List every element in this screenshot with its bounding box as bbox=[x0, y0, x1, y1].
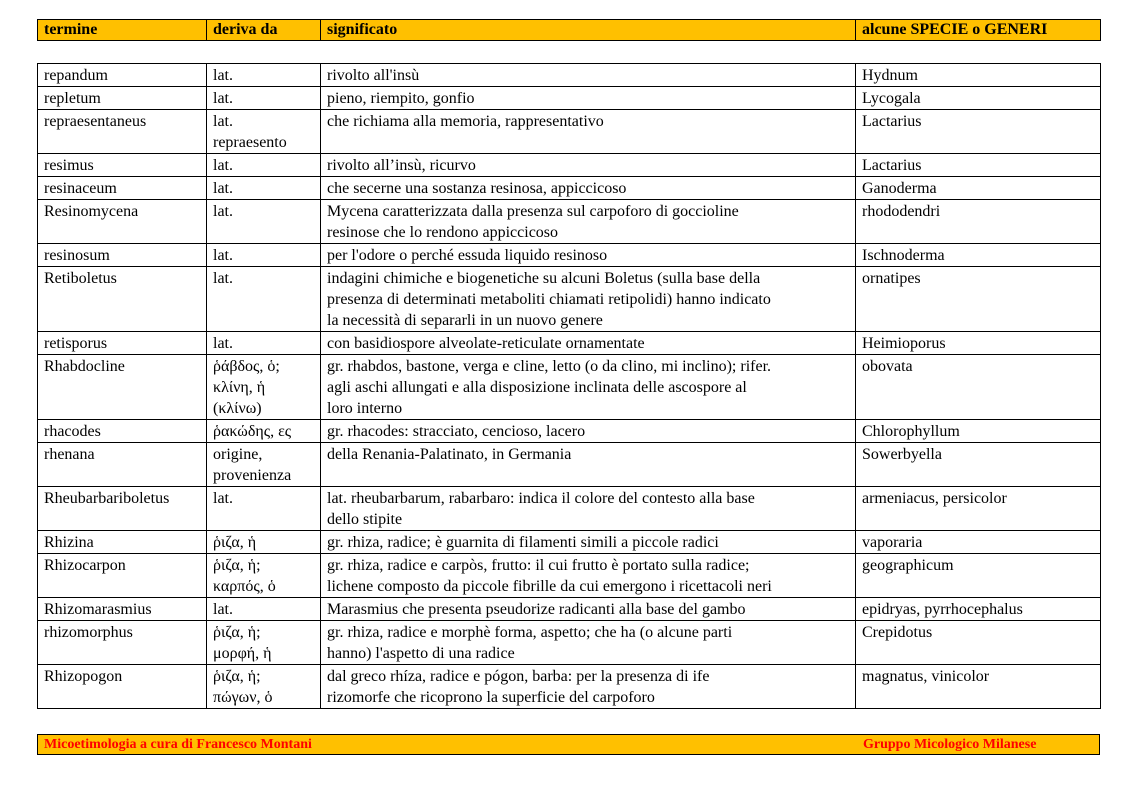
table-row bbox=[38, 267, 1101, 332]
cell-termine: repletum bbox=[38, 87, 207, 110]
cell-deriva-da: lat. bbox=[207, 487, 321, 531]
table-row bbox=[38, 487, 1101, 531]
cell-deriva-da: lat. bbox=[207, 87, 321, 110]
table-row bbox=[38, 621, 1101, 665]
cell-termine: Rhizopogon bbox=[38, 665, 207, 709]
cell-significato: lat. rheubarbarum, rabarbaro: indica il colore del contesto alla base dello stipite bbox=[321, 487, 856, 531]
table-row bbox=[38, 443, 1101, 487]
cell-significato: dal greco rhíza, radice e pógon, barba: per la presenza di ife rizomorfe che ricoprono la superficie del carpoforo bbox=[321, 665, 856, 709]
table-row bbox=[38, 200, 1101, 244]
footer-group: Gruppo Micologico Milanese bbox=[863, 737, 1037, 752]
cell-termine: Rheubarbariboletus bbox=[38, 487, 207, 531]
table-row bbox=[38, 420, 1101, 443]
cell-deriva-da: ῥιζα, ἡ; καρπός, ὁ bbox=[207, 554, 321, 598]
cell-specie: obovata bbox=[856, 355, 1101, 420]
cell-termine: resinaceum bbox=[38, 177, 207, 200]
cell-specie: geographicum bbox=[856, 554, 1101, 598]
table-row bbox=[38, 531, 1101, 554]
cell-deriva-da: lat. bbox=[207, 177, 321, 200]
cell-significato: pieno, riempito, gonfio bbox=[321, 87, 856, 110]
cell-specie: armeniacus, persicolor bbox=[856, 487, 1101, 531]
cell-deriva-da: ῥιζα, ἡ; πώγων, ὁ bbox=[207, 665, 321, 709]
cell-significato: per l'odore o perché essuda liquido resinoso bbox=[321, 244, 856, 267]
cell-termine: retisporus bbox=[38, 332, 207, 355]
cell-specie: Chlorophyllum bbox=[856, 420, 1101, 443]
cell-deriva-da: lat. bbox=[207, 200, 321, 244]
glossary-body bbox=[38, 64, 1101, 709]
header-table bbox=[37, 19, 1101, 41]
cell-termine: Retiboletus bbox=[38, 267, 207, 332]
cell-specie: Ganoderma bbox=[856, 177, 1101, 200]
footer-author: Micoetimologia a cura di Francesco Montani bbox=[44, 737, 312, 752]
table-row bbox=[38, 177, 1101, 200]
glossary-table bbox=[37, 63, 1101, 709]
table-row bbox=[38, 87, 1101, 110]
cell-significato: gr. rhiza, radice e morphè forma, aspetto; che ha (o alcune parti hanno) l'aspetto di una radice bbox=[321, 621, 856, 665]
cell-specie: Heimioporus bbox=[856, 332, 1101, 355]
cell-termine: rhacodes bbox=[38, 420, 207, 443]
cell-termine: Rhizocarpon bbox=[38, 554, 207, 598]
cell-termine: resinosum bbox=[38, 244, 207, 267]
header-significato: significato bbox=[321, 20, 856, 41]
cell-specie: Lactarius bbox=[856, 154, 1101, 177]
cell-specie: rhododendri bbox=[856, 200, 1101, 244]
header-specie: alcune SPECIE o GENERI bbox=[856, 20, 1101, 41]
cell-deriva-da: lat. bbox=[207, 244, 321, 267]
table-row bbox=[38, 244, 1101, 267]
cell-deriva-da: lat. bbox=[207, 154, 321, 177]
footer-bar bbox=[37, 734, 1100, 755]
table-row bbox=[38, 110, 1101, 154]
table-row bbox=[38, 665, 1101, 709]
cell-termine: Rhizina bbox=[38, 531, 207, 554]
cell-significato: gr. rhabdos, bastone, verga e cline, letto (o da clino, mi inclino); rifer. agli aschi allungati e alla disposizione inclinata delle ascospore al loro interno bbox=[321, 355, 856, 420]
table-row bbox=[38, 154, 1101, 177]
cell-deriva-da: lat. bbox=[207, 332, 321, 355]
cell-specie: Crepidotus bbox=[856, 621, 1101, 665]
cell-deriva-da: lat. repraesento bbox=[207, 110, 321, 154]
cell-deriva-da: lat. bbox=[207, 64, 321, 87]
cell-significato: Mycena caratterizzata dalla presenza sul carpoforo di goccioline resinose che lo rendono appiccicoso bbox=[321, 200, 856, 244]
cell-deriva-da: origine, provenienza bbox=[207, 443, 321, 487]
cell-termine: Rhizomarasmius bbox=[38, 598, 207, 621]
cell-significato: gr. rhiza, radice; è guarnita di filamenti simili a piccole radici bbox=[321, 531, 856, 554]
cell-significato: gr. rhiza, radice e carpòs, frutto: il cui frutto è portato sulla radice; lichene composto da piccole fibrille da cui emergono i ricettacoli neri bbox=[321, 554, 856, 598]
table-row bbox=[38, 355, 1101, 420]
cell-specie: epidryas, pyrrhocephalus bbox=[856, 598, 1101, 621]
cell-deriva-da: lat. bbox=[207, 267, 321, 332]
table-row bbox=[38, 64, 1101, 87]
cell-significato: che secerne una sostanza resinosa, appiccicoso bbox=[321, 177, 856, 200]
cell-termine: repraesentaneus bbox=[38, 110, 207, 154]
header-row bbox=[38, 20, 1101, 41]
cell-specie: Lactarius bbox=[856, 110, 1101, 154]
header-deriva-da: deriva da bbox=[207, 20, 321, 41]
cell-termine: rhenana bbox=[38, 443, 207, 487]
cell-significato: che richiama alla memoria, rappresentativo bbox=[321, 110, 856, 154]
table-row bbox=[38, 554, 1101, 598]
cell-specie: ornatipes bbox=[856, 267, 1101, 332]
cell-significato: rivolto all'insù bbox=[321, 64, 856, 87]
cell-termine: resimus bbox=[38, 154, 207, 177]
cell-significato: della Renania-Palatinato, in Germania bbox=[321, 443, 856, 487]
cell-termine: Rhabdocline bbox=[38, 355, 207, 420]
cell-specie: magnatus, vinicolor bbox=[856, 665, 1101, 709]
cell-significato: rivolto all’insù, ricurvo bbox=[321, 154, 856, 177]
cell-significato: Marasmius che presenta pseudorize radicanti alla base del gambo bbox=[321, 598, 856, 621]
table-row bbox=[38, 332, 1101, 355]
cell-termine: Resinomycena bbox=[38, 200, 207, 244]
cell-significato: con basidiospore alveolate-reticulate ornamentate bbox=[321, 332, 856, 355]
cell-termine: rhizomorphus bbox=[38, 621, 207, 665]
cell-specie: Hydnum bbox=[856, 64, 1101, 87]
cell-deriva-da: ῥιζα, ἡ; μορφή, ἡ bbox=[207, 621, 321, 665]
cell-specie: Lycogala bbox=[856, 87, 1101, 110]
table-row bbox=[38, 598, 1101, 621]
cell-deriva-da: ῥιζα, ἡ bbox=[207, 531, 321, 554]
cell-specie: vaporaria bbox=[856, 531, 1101, 554]
cell-significato: gr. rhacodes: stracciato, cencioso, lacero bbox=[321, 420, 856, 443]
cell-deriva-da: lat. bbox=[207, 598, 321, 621]
cell-specie: Sowerbyella bbox=[856, 443, 1101, 487]
header-termine: termine bbox=[38, 20, 207, 41]
cell-specie: Ischnoderma bbox=[856, 244, 1101, 267]
cell-termine: repandum bbox=[38, 64, 207, 87]
cell-deriva-da: ῥακώδης, ες bbox=[207, 420, 321, 443]
cell-deriva-da: ῥάβδος, ὁ; κλίνη, ἡ (κλίνω) bbox=[207, 355, 321, 420]
cell-significato: indagini chimiche e biogenetiche su alcuni Boletus (sulla base della presenza di determinati metaboliti chiamati retipolidi) hanno indicato la necessità di separarli in un nuovo genere bbox=[321, 267, 856, 332]
